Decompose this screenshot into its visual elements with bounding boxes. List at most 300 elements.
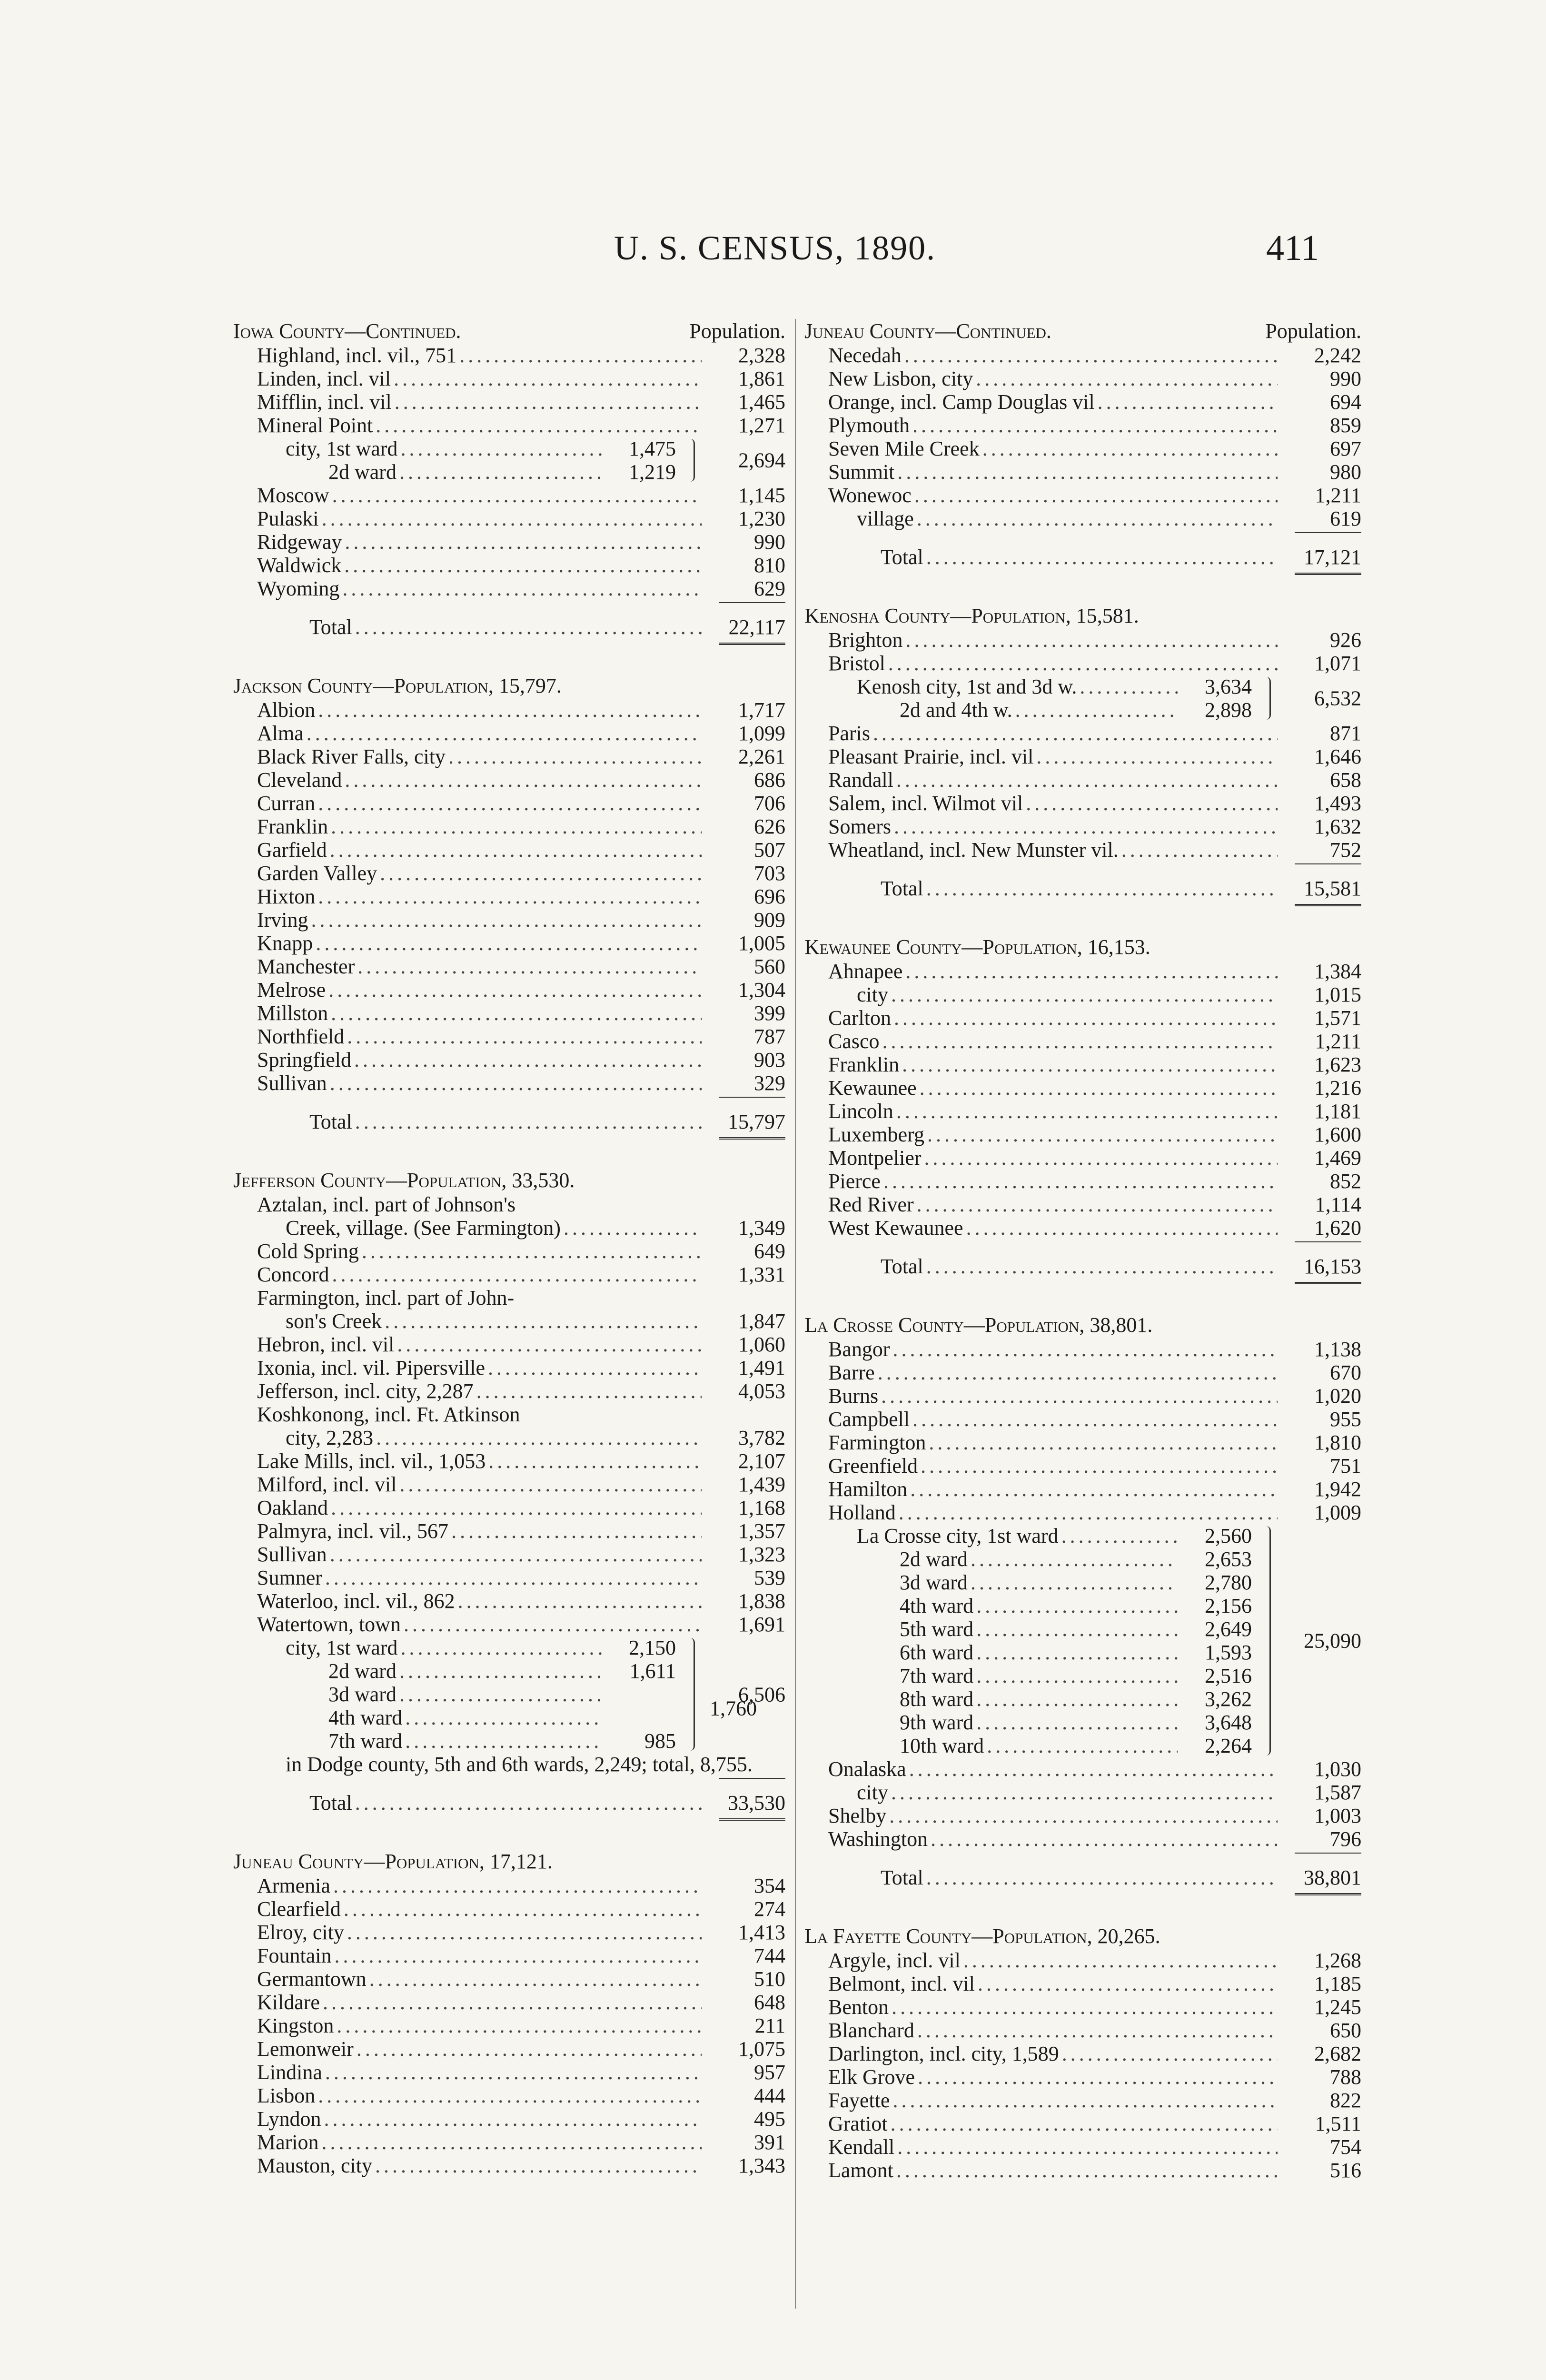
list-item <box>233 2131 785 2154</box>
entry-label: Garden Valley <box>257 862 377 885</box>
population-value: 909 <box>754 908 785 932</box>
ward-value: 2,560 <box>1205 1524 1252 1547</box>
list-item <box>233 390 785 414</box>
ward-row <box>804 1571 1361 1594</box>
leader-dots <box>344 554 702 577</box>
ward-label: 8th ward <box>900 1687 974 1711</box>
leader-dots <box>917 2019 1278 2042</box>
ward-label: 2d and 4th w. <box>900 698 1012 722</box>
county-block-la-fayette <box>804 1924 1361 2182</box>
list-item <box>804 1193 1361 1216</box>
leader-dots <box>399 1473 702 1496</box>
entry-label: Mifflin, incl. vil <box>257 390 392 414</box>
double-rule <box>719 643 785 645</box>
entry-label: Washington <box>828 1827 928 1851</box>
leader-dots <box>894 1006 1278 1030</box>
entry-label: Jefferson, incl. city, 2,287 <box>257 1379 474 1403</box>
entry-label: Farmington, incl. part of John- <box>257 1286 515 1309</box>
list-item <box>804 1995 1361 2019</box>
leader-dots <box>331 1496 702 1519</box>
list-item <box>233 2107 785 2131</box>
leader-dots <box>891 1781 1278 1804</box>
ward-row <box>804 1617 1361 1641</box>
entry-label: Montpelier <box>828 1146 922 1170</box>
population-value: 510 <box>754 1967 785 1991</box>
list-item <box>804 1804 1361 1827</box>
ward-label: 7th ward <box>900 1664 974 1687</box>
list-item <box>804 1076 1361 1100</box>
county-block-jefferson <box>233 1168 785 1821</box>
list-item <box>804 745 1361 768</box>
leader-dots <box>334 1944 702 1967</box>
leader-dots <box>902 1053 1278 1076</box>
population-value: 1,216 <box>1314 1076 1361 1100</box>
population-value: 788 <box>1330 2065 1361 2089</box>
population-value: 619 <box>1330 507 1361 530</box>
list-item <box>804 960 1361 983</box>
leader-dots <box>927 1123 1278 1146</box>
list-item <box>233 484 785 507</box>
total-label: Total <box>309 615 352 639</box>
leader-dots <box>1061 1524 1178 1547</box>
population-value: 1,009 <box>1314 1501 1361 1524</box>
total-value: 38,801 <box>1304 1866 1361 1889</box>
leader-dots <box>322 2131 702 2154</box>
total-row <box>233 1110 785 1133</box>
population-value: 211 <box>754 2014 785 2037</box>
list-item <box>233 2014 785 2037</box>
leader-dots <box>1036 745 1278 768</box>
population-value: 1,071 <box>1314 652 1361 675</box>
sum-rule <box>1295 1853 1361 1854</box>
total-row <box>233 1791 785 1815</box>
population-value: 658 <box>1330 768 1361 792</box>
list-item <box>804 2042 1361 2065</box>
population-value: 810 <box>754 554 785 577</box>
population-value: 1,168 <box>738 1496 785 1519</box>
ward-row <box>233 1659 785 1683</box>
ward-row <box>804 1524 1361 1547</box>
leader-dots <box>897 2135 1278 2159</box>
leader-dots <box>931 1827 1278 1851</box>
leader-dots <box>896 2159 1278 2182</box>
leader-dots <box>888 652 1278 675</box>
list-item <box>233 908 785 932</box>
entry-label: Oakland <box>257 1496 328 1519</box>
entry-label: Pierce <box>828 1170 881 1193</box>
list-item <box>804 2112 1361 2135</box>
population-value: 926 <box>1330 628 1361 652</box>
ward-group <box>804 675 1361 722</box>
sum-rule <box>1295 863 1361 864</box>
leader-dots <box>342 577 702 600</box>
leader-dots <box>337 2014 702 2037</box>
list-item <box>804 1030 1361 1053</box>
list-item <box>804 1501 1361 1524</box>
entry-label: city <box>857 983 888 1006</box>
entry-label: Somers <box>828 815 891 838</box>
list-item <box>804 1146 1361 1170</box>
total-value: 22,117 <box>728 615 785 639</box>
entry-label: Salem, incl. Wilmot vil <box>828 792 1023 815</box>
population-value: 444 <box>754 2084 785 2107</box>
county-block-juneau-continued <box>804 319 1361 575</box>
population-value: 1,268 <box>1314 1949 1361 1972</box>
list-item <box>804 507 1361 530</box>
list-item <box>804 1972 1361 1995</box>
population-value: 1,469 <box>1314 1146 1361 1170</box>
leader-dots <box>332 1263 702 1286</box>
leader-dots <box>987 1734 1178 1757</box>
list-item <box>233 1991 785 2014</box>
ward-label: 2d ward <box>900 1547 968 1571</box>
entry-label: Mineral Point <box>257 414 373 437</box>
entry-label: Alma <box>257 722 304 745</box>
list-item <box>233 1426 785 1449</box>
entry-label: Linden, incl. vil <box>257 367 391 390</box>
double-rule <box>1295 573 1361 575</box>
leader-dots <box>891 2112 1278 2135</box>
list-item <box>804 815 1361 838</box>
population-value: 507 <box>754 838 785 862</box>
population-value: 1,245 <box>1314 1995 1361 2019</box>
population-value: 1,646 <box>1314 745 1361 768</box>
ward-value: 2,516 <box>1205 1664 1252 1687</box>
leader-dots <box>894 815 1278 838</box>
leader-dots <box>448 745 702 768</box>
population-value: 626 <box>754 815 785 838</box>
leader-dots <box>1015 698 1178 722</box>
population-value: 1,465 <box>738 390 785 414</box>
ward-value: 2,156 <box>1205 1594 1252 1617</box>
right-column <box>804 319 1361 2211</box>
column-divider <box>795 319 796 2309</box>
ward-value: 2,898 <box>1205 698 1252 722</box>
list-item <box>804 652 1361 675</box>
leader-dots <box>1121 838 1278 862</box>
entry-label: Farmington <box>828 1431 926 1454</box>
county-heading <box>804 1924 1361 1949</box>
leader-dots <box>347 1025 702 1048</box>
ward-label: 3d ward <box>328 1683 396 1706</box>
population-value: 1,181 <box>1314 1100 1361 1123</box>
entry-label: Highland, incl. vil., 751 <box>257 344 457 367</box>
county-heading <box>804 1313 1361 1338</box>
county-heading <box>233 674 785 698</box>
list-item <box>233 1333 785 1356</box>
leader-dots <box>488 1356 702 1379</box>
entry-label: Fayette <box>828 2089 890 2112</box>
entry-label: Lindina <box>257 2061 322 2084</box>
entry-label: Cleveland <box>257 768 342 792</box>
population-value: 1,099 <box>738 722 785 745</box>
leader-dots <box>917 507 1278 530</box>
list-item <box>233 2061 785 2084</box>
leader-dots <box>395 390 702 414</box>
ward-label: 4th ward <box>328 1706 403 1729</box>
population-value: 686 <box>754 768 785 792</box>
entry-label: Pulaski <box>257 507 319 530</box>
list-item <box>804 1100 1361 1123</box>
population-value: 1,138 <box>1314 1338 1361 1361</box>
list-item <box>233 344 785 367</box>
population-value: 1,185 <box>1314 1972 1361 1995</box>
list-item <box>233 1216 785 1240</box>
leader-dots <box>891 983 1278 1006</box>
population-value: 329 <box>754 1071 785 1095</box>
entry-label: Melrose <box>257 978 326 1002</box>
population-value: 1,942 <box>1314 1478 1361 1501</box>
leader-dots <box>963 1949 1278 1972</box>
group-total: 6,506 <box>738 1683 785 1706</box>
leader-dots <box>404 1613 702 1636</box>
leader-dots <box>905 628 1278 652</box>
list-item <box>233 1613 785 1636</box>
entry-label: Garfield <box>257 838 327 862</box>
entry-label: Northfield <box>257 1025 345 1048</box>
ward-subtotal: 1,760 <box>710 1696 757 1720</box>
entry-label: Belmont, incl. vil <box>828 1972 975 1995</box>
list-item <box>233 1263 785 1286</box>
ward-row <box>804 1547 1361 1571</box>
entry-label: Wyoming <box>257 577 340 600</box>
leader-dots <box>399 1683 602 1706</box>
leader-dots <box>405 1729 602 1753</box>
entry-label: Onalaska <box>828 1757 906 1781</box>
leader-dots <box>400 1636 602 1659</box>
list-item <box>804 460 1361 484</box>
county-heading <box>233 1849 785 1874</box>
list-item <box>233 1449 785 1473</box>
list-item <box>804 390 1361 414</box>
population-value: 1,413 <box>738 1921 785 1944</box>
ward-row <box>804 675 1361 698</box>
leader-dots <box>362 1240 702 1263</box>
entry-label: Watertown, town <box>257 1613 401 1636</box>
list-item <box>804 1006 1361 1030</box>
population-value: 1,003 <box>1314 1804 1361 1827</box>
list-item <box>233 768 785 792</box>
county-heading <box>233 1168 785 1193</box>
list-item <box>233 1944 785 1967</box>
total-row <box>804 1866 1361 1889</box>
sum-rule <box>719 602 785 603</box>
population-value: 754 <box>1330 2135 1361 2159</box>
entry-label: Campbell <box>828 1408 910 1431</box>
entry-label: Sullivan <box>257 1543 327 1566</box>
entry-label: Cold Spring <box>257 1240 359 1263</box>
population-value: 274 <box>754 1897 785 1921</box>
list-item <box>804 1216 1361 1240</box>
leader-dots <box>328 978 702 1002</box>
leader-dots <box>316 932 702 955</box>
leader-dots <box>330 1543 702 1566</box>
entry-label: Ridgeway <box>257 530 342 554</box>
population-value: 391 <box>754 2131 785 2154</box>
leader-dots <box>976 1641 1178 1664</box>
leader-dots <box>322 507 702 530</box>
list-item <box>804 1338 1361 1361</box>
leader-dots <box>896 1100 1278 1123</box>
leader-dots <box>318 2084 702 2107</box>
ward-row <box>233 460 785 484</box>
entry-label: Wonewoc <box>828 484 912 507</box>
total-label: Total <box>881 877 923 900</box>
ward-label: 3d ward <box>900 1571 968 1594</box>
list-item <box>233 554 785 577</box>
county-title: Juneau County—Continued. <box>804 319 1051 343</box>
total-row <box>804 545 1361 569</box>
population-value: 1,357 <box>738 1519 785 1543</box>
ward-row <box>233 1636 785 1659</box>
brace <box>688 439 695 482</box>
total-row <box>804 877 1361 900</box>
list-item <box>804 2135 1361 2159</box>
leader-dots <box>331 815 702 838</box>
population-value: 1,030 <box>1314 1757 1361 1781</box>
population-value: 980 <box>1330 460 1361 484</box>
entry-label: Darlington, incl. city, 1,589 <box>828 2042 1059 2065</box>
county-block-jackson <box>233 674 785 1140</box>
leader-dots <box>345 768 702 792</box>
entry-label: Franklin <box>257 815 328 838</box>
total-value: 15,797 <box>728 1110 785 1133</box>
population-value: 697 <box>1330 437 1361 460</box>
list-item <box>804 344 1361 367</box>
county-heading <box>804 319 1361 344</box>
double-rule <box>1295 904 1361 906</box>
leader-dots <box>345 530 702 554</box>
population-value: 852 <box>1330 1170 1361 1193</box>
entry-label: Kildare <box>257 1991 320 2014</box>
population-value: 796 <box>1330 1827 1361 1851</box>
list-item <box>233 1025 785 1048</box>
total-value: 17,121 <box>1304 545 1361 569</box>
population-value: 751 <box>1330 1454 1361 1478</box>
list-item <box>804 1361 1361 1384</box>
population-value: 1,600 <box>1314 1123 1361 1146</box>
ward-group <box>233 1636 785 1753</box>
entry-label: Elk Grove <box>828 2065 915 2089</box>
ward-label: 7th ward <box>328 1729 403 1753</box>
list-item <box>233 1071 785 1095</box>
ward-label: La Crosse city, 1st ward <box>857 1524 1059 1547</box>
entry-label: Seven Mile Creek <box>828 437 980 460</box>
list-item <box>233 414 785 437</box>
group-total: 25,090 <box>1304 1629 1361 1653</box>
population-value: 1,145 <box>738 484 785 507</box>
leader-dots <box>976 1687 1178 1711</box>
county-title: La Fayette County—Population, 20,265. <box>804 1924 1160 1948</box>
list-item <box>804 414 1361 437</box>
ward-value: 2,150 <box>629 1636 676 1659</box>
entry-label: son's Creek <box>286 1309 382 1333</box>
ward-label: 6th ward <box>900 1641 974 1664</box>
list-item <box>804 484 1361 507</box>
total-value: 15,581 <box>1304 877 1361 900</box>
entry-label: Burns <box>828 1384 879 1408</box>
entry-label: Hebron, incl. vil <box>257 1333 395 1356</box>
list-item <box>233 792 785 815</box>
list-item <box>233 2084 785 2107</box>
list-item <box>804 2019 1361 2042</box>
entry-label: Waldwick <box>257 554 342 577</box>
ward-row <box>804 1641 1361 1664</box>
population-value: 1,571 <box>1314 1006 1361 1030</box>
leader-dots <box>976 1664 1178 1687</box>
leader-dots <box>1098 390 1278 414</box>
leader-dots <box>458 1589 702 1613</box>
ward-value: 2,780 <box>1205 1571 1252 1594</box>
ward-value: 2,653 <box>1205 1547 1252 1571</box>
population-value: 1,623 <box>1314 1053 1361 1076</box>
list-item <box>233 1473 785 1496</box>
ward-row <box>804 1734 1361 1757</box>
ward-value: 3,634 <box>1205 675 1252 698</box>
leader-dots <box>318 792 702 815</box>
entry-label: Waterloo, incl. vil., 862 <box>257 1589 455 1613</box>
population-value: 990 <box>754 530 785 554</box>
leader-dots <box>330 838 702 862</box>
ward-label: Kenosh city, 1st and 3d w. <box>857 675 1077 698</box>
population-value: 1,060 <box>738 1333 785 1356</box>
population-value: 1,020 <box>1314 1384 1361 1408</box>
population-value: 1,493 <box>1314 792 1361 815</box>
list-item <box>233 955 785 978</box>
leader-dots <box>905 960 1278 983</box>
ward-row <box>233 1683 785 1706</box>
list-item <box>804 1757 1361 1781</box>
leader-dots <box>476 1379 702 1403</box>
ward-label: 4th ward <box>900 1594 974 1617</box>
entry-label: Sumner <box>257 1566 322 1589</box>
list-item <box>804 367 1361 390</box>
population-value: 706 <box>754 792 785 815</box>
entry-label: Kendall <box>828 2135 895 2159</box>
ward-label: city, 1st ward <box>286 1636 398 1659</box>
leader-dots <box>921 1454 1278 1478</box>
leader-dots <box>893 2089 1278 2112</box>
sum-rule <box>1295 1241 1361 1242</box>
population-value: 539 <box>754 1566 785 1589</box>
entry-label: Casco <box>828 1030 880 1053</box>
population-heading: Population. <box>1265 319 1361 343</box>
entry-label: Springfield <box>257 1048 351 1071</box>
leader-dots <box>397 1333 702 1356</box>
entry-label: Kewaunee <box>828 1076 917 1100</box>
leader-dots <box>982 437 1278 460</box>
ward-row <box>233 1706 785 1729</box>
list-item <box>804 1827 1361 1851</box>
sum-rule <box>1295 532 1361 533</box>
leader-dots <box>893 1338 1278 1361</box>
entry-label: Irving <box>257 908 308 932</box>
total-label: Total <box>881 1866 923 1889</box>
population-value: 903 <box>754 1048 785 1071</box>
leader-dots <box>376 414 702 437</box>
entry-label: village <box>857 507 914 530</box>
county-block-iowa <box>233 319 785 645</box>
ward-label: 2d ward <box>328 1659 396 1683</box>
double-rule <box>719 1137 785 1140</box>
leader-dots <box>354 1048 702 1071</box>
entry-label: Gratiot <box>828 2112 888 2135</box>
total-value: 16,153 <box>1304 1255 1361 1278</box>
entry-label: Elroy, city <box>257 1921 344 1944</box>
total-row <box>804 1255 1361 1278</box>
list-item <box>233 1897 785 1921</box>
leader-dots <box>357 955 702 978</box>
